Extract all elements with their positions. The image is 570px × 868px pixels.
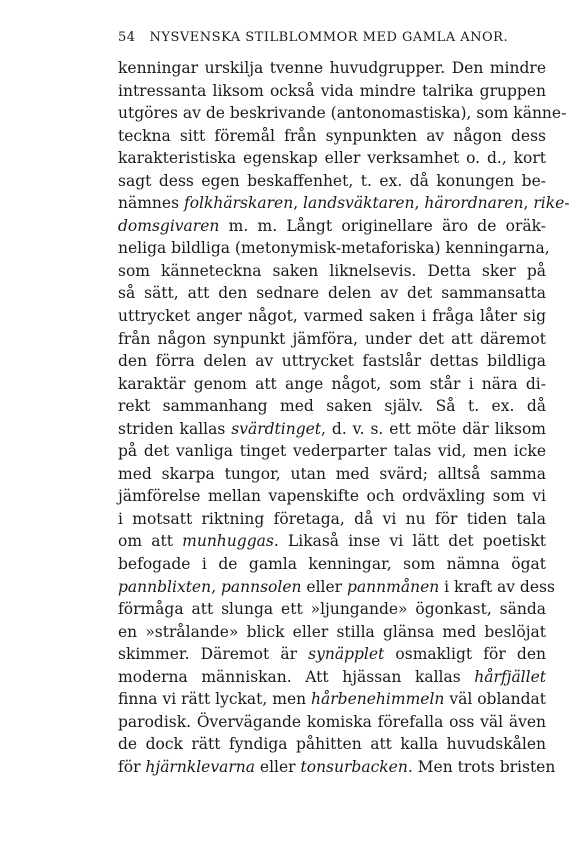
- text-line: [118, 215, 546, 238]
- text-run: finna vi rätt lyckat, men: [118, 690, 312, 709]
- text-line: [118, 350, 546, 373]
- italic-term: svärdtinget: [231, 419, 322, 438]
- text-line: [118, 102, 567, 125]
- text-run: den förra delen av uttrycket fastslår dettas bildliga: [118, 352, 546, 371]
- text-line: [118, 125, 546, 148]
- italic-term: hjärnklevarna: [145, 757, 255, 776]
- text-line: [118, 553, 546, 576]
- text-run: i kraft av dess: [439, 577, 555, 596]
- page-number: 54: [118, 30, 136, 45]
- text-run: i motsatt riktning företaga, då vi nu för tiden tala: [118, 509, 546, 528]
- italic-term: rike-: [533, 194, 570, 213]
- text-run: om att: [118, 532, 183, 551]
- text-line: [118, 463, 546, 486]
- text-line: [118, 508, 546, 531]
- text-run: en »strålande» blick eller stilla glänsa med beslöjat: [118, 622, 546, 641]
- italic-term: munhuggas: [182, 532, 274, 551]
- text-line: [118, 440, 546, 463]
- text-run: karakteristiska egenskap eller verksamhet o. d., kort: [118, 149, 546, 168]
- running-title: NYSVENSKA STILBLOMMOR MED GAMLA ANOR.: [149, 30, 509, 45]
- italic-term: härordnaren: [424, 194, 524, 213]
- text-run: eller: [254, 757, 301, 776]
- text-run: moderna människan. Att hjässan kallas: [118, 667, 475, 686]
- text-run: väl oblandat: [444, 690, 547, 709]
- text-run: skimmer. Däremot är: [118, 645, 309, 664]
- italic-term: domsgivaren: [118, 216, 220, 235]
- text-line: [118, 666, 546, 689]
- italic-term: pannsolen: [220, 577, 302, 596]
- text-line: [118, 688, 546, 711]
- text-run: , d. v. s. ett möte där liksom: [321, 419, 546, 438]
- text-run: m. m. Långt originellare äro de oräk-: [219, 216, 546, 235]
- text-run: så sätt, att den sednare delen av det sammansatta: [118, 284, 546, 303]
- italic-term: pannmånen: [347, 577, 440, 596]
- text-run: från någon synpunkt jämföra, under det att däremot: [118, 329, 546, 348]
- text-run: ,: [414, 194, 425, 213]
- running-header: [118, 30, 546, 45]
- text-run: parodisk. Övervägande komiska förefalla oss väl även: [118, 712, 546, 731]
- text-line: [118, 260, 546, 283]
- text-line: [118, 598, 546, 621]
- italic-term: tonsurbacken: [300, 757, 408, 776]
- text-run: ,: [211, 577, 221, 596]
- text-run: karaktär genom att ange något, som står i nära di-: [118, 374, 546, 393]
- text-run: de dock rätt fyndiga påhitten att kalla huvudskålen: [118, 735, 546, 754]
- book-page: [118, 30, 570, 779]
- text-line: [118, 576, 555, 599]
- italic-term: synäpplet: [308, 645, 385, 664]
- italic-term: landsväktaren: [303, 194, 415, 213]
- text-line: [118, 395, 546, 418]
- text-line: [118, 711, 546, 734]
- italic-term: hårfjället: [474, 667, 546, 686]
- text-line: [118, 485, 546, 508]
- text-run: intressanta liksom också vida mindre talrika gruppen: [118, 81, 546, 100]
- text-run: utgöres av de beskrivande (antonomastiska), som känne-: [118, 104, 567, 123]
- text-run: förmåga att slunga ett »ljungande» ögonkast, sända: [118, 600, 546, 619]
- text-run: nämnes: [118, 194, 184, 213]
- text-run: teckna sitt föremål från synpunkten av någon dess: [118, 126, 546, 145]
- text-run: kenningar urskilja tvenne huvudgrupper. Den mindre: [118, 59, 546, 77]
- text-run: jämförelse mellan vapenskifte och ordväxling som vi: [118, 487, 546, 506]
- text-line: [118, 170, 546, 193]
- text-run: ,: [523, 194, 534, 213]
- text-run: osmakligt för den: [384, 645, 546, 664]
- text-run: sagt dess egen beskaffenhet, t. ex. då konungen be-: [118, 171, 546, 190]
- text-run: neliga bildliga (metonymisk-metaforiska) kenningarna,: [118, 239, 550, 258]
- text-line: [118, 643, 546, 666]
- text-run: med skarpa tungor, utan med svärd; alltså samma: [118, 464, 546, 483]
- text-line: [118, 733, 546, 756]
- text-line: [118, 282, 546, 305]
- text-run: befogade i de gamla kenningar, som nämna ögat: [118, 555, 546, 574]
- text-line: [118, 621, 546, 644]
- text-line: [118, 147, 546, 170]
- text-line: [118, 756, 556, 779]
- text-line: [118, 80, 546, 103]
- text-line: [118, 328, 546, 351]
- text-run: rekt sammanhang med saken själv. Så t. ex. då: [118, 397, 546, 416]
- text-run: striden kallas: [118, 419, 232, 438]
- italic-term: pannblixten: [118, 577, 212, 596]
- text-run: . Likaså inse vi lätt det poetiskt: [273, 532, 546, 551]
- text-run: uttrycket anger något, varmed saken i fråga låter sig: [118, 307, 546, 326]
- text-run: . Men trots bristen: [407, 757, 556, 776]
- text-line: [118, 530, 546, 553]
- text-line: [118, 192, 570, 215]
- text-run: ,: [293, 194, 304, 213]
- text-line: [118, 305, 546, 328]
- text-run: som känneteckna saken liknelsevis. Detta sker på: [118, 261, 546, 280]
- italic-term: hårbenehimmeln: [311, 690, 445, 709]
- body-text: [118, 57, 570, 779]
- text-run: för: [118, 757, 146, 776]
- text-run: på det vanliga tinget vederparter talas vid, men icke: [118, 442, 546, 461]
- text-line: [118, 237, 550, 260]
- text-line: [118, 373, 546, 396]
- text-run: eller: [301, 577, 348, 596]
- text-line: [118, 57, 546, 80]
- italic-term: folkhärskaren: [183, 194, 294, 213]
- text-line: [118, 418, 546, 441]
